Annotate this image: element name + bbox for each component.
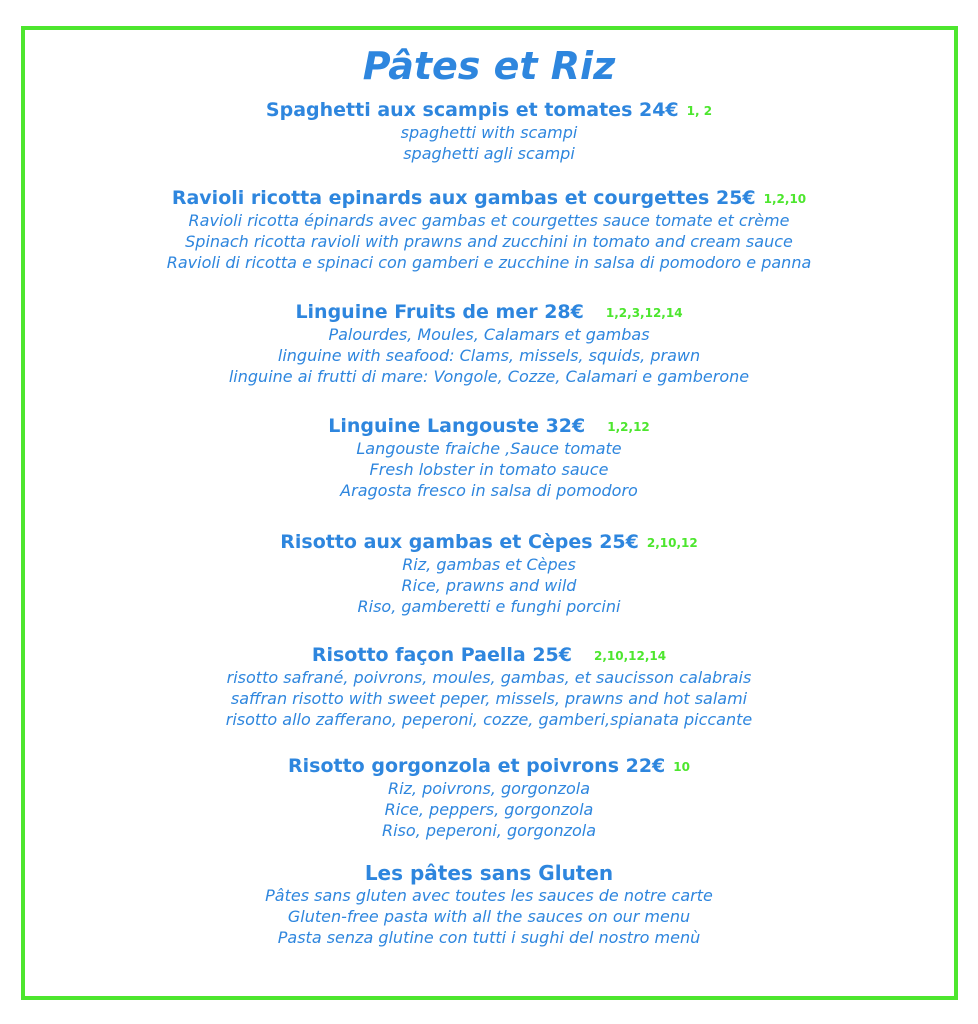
dish-spaghetti-scampis: [0, 99, 978, 164]
dish-heading: [0, 415, 978, 438]
dish-description-line: risotto allo zafferano, peperoni, cozze, gamberi,spianata piccante: [225, 710, 753, 729]
allergen-codes: 1,2,10: [763, 192, 807, 206]
dish-heading: [0, 755, 978, 778]
dish-description-line: Fresh lobster in tomato sauce: [369, 460, 609, 479]
dish-description-line: Riz, poivrons, gorgonzola: [387, 779, 591, 798]
dish-name: Risotto gorgonzola et poivrons 22€: [288, 755, 666, 777]
dish-heading: [0, 531, 978, 554]
menu-title: Pâtes et Riz: [362, 44, 616, 88]
dish-risotto-gambas-cepes: [0, 531, 978, 617]
dish-ravioli-ricotta: [0, 187, 978, 273]
allergen-codes: 10: [673, 760, 690, 774]
dish-description-line: Palourdes, Moules, Calamars et gambas: [328, 325, 650, 344]
dish-description-line: Riso, peperoni, gorgonzola: [381, 821, 597, 840]
dish-description-line: risotto safrané, poivrons, moules, gambas, et saucisson calabrais: [226, 668, 752, 687]
dish-description-line: Langouste fraiche ,Sauce tomate: [356, 439, 622, 458]
dish-description-line: spaghetti with scampi: [400, 123, 578, 142]
dish-description-line: Ravioli ricotta épinards avec gambas et courgettes sauce tomate et crème: [188, 211, 790, 230]
dish-description-line: linguine ai frutti di mare: Vongole, Cozze, Calamari e gamberone: [228, 367, 750, 386]
dish-heading: [0, 187, 978, 210]
dish-name: Linguine Langouste 32€: [328, 415, 586, 437]
dish-risotto-paella: [0, 644, 978, 730]
dish-name: Risotto aux gambas et Cèpes 25€: [280, 531, 639, 553]
allergen-codes: 2,10,12: [646, 536, 698, 550]
allergen-codes: 2,10,12,14: [594, 649, 667, 663]
allergen-codes: 1, 2: [686, 104, 713, 118]
dish-description-line: spaghetti agli scampi: [403, 144, 575, 163]
dish-linguine-fruits-de-mer: [0, 301, 978, 387]
dish-description-line: Riso, gamberetti e funghi porcini: [357, 597, 621, 616]
dish-name: Spaghetti aux scampis et tomates 24€: [265, 99, 679, 121]
allergen-codes: 1,2,3,12,14: [605, 306, 683, 320]
dish-heading: [0, 644, 978, 667]
dish-description-line: Ravioli di ricotta e spinaci con gamberi e zucchine in salsa di pomodoro e panna: [166, 253, 812, 272]
dish-description-line: Spinach ricotta ravioli with prawns and zucchini in tomato and cream sauce: [185, 232, 793, 251]
dish-description-line: Riz, gambas et Cèpes: [402, 555, 576, 574]
dish-risotto-gorgonzola: [0, 755, 978, 841]
dish-description-line: Rice, peppers, gorgonzola: [384, 800, 594, 819]
gluten-free-title: Les pâtes sans Gluten: [364, 861, 614, 885]
gluten-free-line: Gluten-free pasta with all the sauces on our menu: [287, 907, 691, 926]
dish-description-line: saffran risotto with sweet peper, missels, prawns and hot salami: [230, 689, 748, 708]
allergen-codes: 1,2,12: [607, 420, 650, 434]
gluten-free-section: [0, 861, 978, 948]
gluten-free-line: Pasta senza glutine con tutti i sughi del nostro menù: [277, 928, 701, 947]
dish-description-line: Rice, prawns and wild: [401, 576, 577, 595]
dish-heading: [0, 99, 978, 122]
dish-name: Linguine Fruits de mer 28€: [295, 301, 584, 323]
dish-heading: [0, 301, 978, 324]
dish-name: Ravioli ricotta epinards aux gambas et courgettes 25€: [171, 187, 756, 209]
dish-name: Risotto façon Paella 25€: [311, 644, 572, 666]
dish-description-line: linguine with seafood: Clams, missels, squids, prawn: [277, 346, 701, 365]
dish-linguine-langouste: [0, 415, 978, 501]
gluten-free-line: Pâtes sans gluten avec toutes les sauces de notre carte: [265, 886, 713, 905]
dish-description-line: Aragosta fresco in salsa di pomodoro: [340, 481, 638, 500]
